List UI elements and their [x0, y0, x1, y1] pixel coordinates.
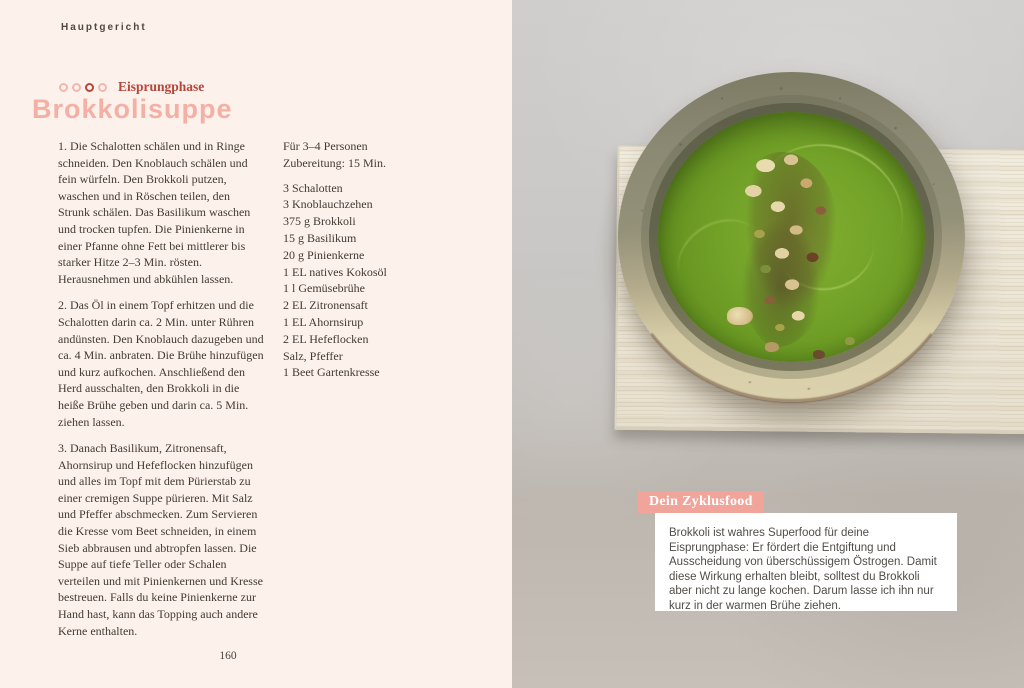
ingredient-item: 20 g Pinienkerne: [283, 247, 365, 262]
recipe-title: Brokkolisuppe: [32, 94, 233, 124]
phase-dot-4: [98, 83, 107, 92]
ingredient-item: 3 Knoblauchzehen: [283, 197, 373, 212]
phase-dot-3-active: [85, 83, 94, 92]
ingredient-item: 1 Beet Gartenkresse: [283, 365, 380, 380]
soup-swirl-highlight: [734, 121, 924, 301]
page-number: 160: [219, 650, 237, 662]
ingredient-item: 2 EL Hefeflocken: [283, 331, 369, 346]
pistachio-piece: [845, 337, 855, 345]
recipe-meta: [283, 138, 433, 172]
phase-label: Eisprungphase: [118, 79, 205, 94]
nut-piece: [813, 350, 825, 359]
pine-nut: [727, 307, 753, 325]
phase-dot-2: [72, 83, 81, 92]
callout-label: Dein Zyklusfood: [638, 491, 764, 513]
soup-bowl: [618, 72, 965, 402]
nut-piece: [765, 342, 779, 352]
step-paragraph-1: 1. Die Schalotten schälen und in Ringe schneiden. Den Knoblauch schälen und fein würfeln. Den Brokkoli putzen, waschen und in Röschen teilen, den Strunk schälen. Das Basilikum waschen und trocken tupfen. Die Pinienkerne in einer Pfanne ohne Fett bei mittlerer bis starker Hitze 2–3 Min. rösten. Herausnehmen und abkühlen lassen.: [58, 139, 251, 286]
ingredient-item: 2 EL Zitronensaft: [283, 298, 368, 313]
step-paragraph-3: 3. Danach Basilikum, Zitronensaft, Ahornsirup und Hefeflocken hinzufügen und alles im Topf mit dem Pürierstab zu einer cremigen Suppe pürieren. Mit Salz und Pfeffer abschmecken. Zum Servieren die Kresse vom Beet schneiden, in einem Sieb abbrausen und abtropfen lassen. Die Suppe auf tiefe Teller oder Schalen verteilen und mit Pinienkernen und Kresse bestreuen. Falls du keine Pinienkerne zur Hand hast, kann das Topping auch andere Kerne enthalten.: [58, 441, 263, 638]
soup-swirl-highlight: [770, 195, 882, 299]
ingredients-panel: [283, 138, 433, 381]
prep-time-label: Zubereitung: 15 Min.: [283, 155, 386, 170]
instructions: [58, 138, 264, 649]
callout-text: Brokkoli ist wahres Superfood für deine Eisprungphase: Er fördert die Entgiftung und Ausscheidung von überschüssigem Östrogen. Damit diese Wirkung erhalten bleibt, solltest du Brokkoli aber nicht zu lange kochen. Darum lasse ich ihn nur kurz in der warmen Brühe ziehen.: [669, 527, 937, 612]
nut-topping: [735, 152, 836, 347]
ingredient-item: 3 Schalotten: [283, 180, 343, 195]
step-paragraph-2: 2. Das Öl in einem Topf erhitzen und die Schalotten darin ca. 2 Min. unter Rühren andünsten. Den Knoblauch dazugeben und ca. 4 Min. anbraten. Die Brühe hinzufügen und kurz aufkochen. Anschließend den Herd ausschalten, den Brokkoli in die heiße Brühe geben und darin ca. 5 Min. ziehen lassen.: [58, 298, 264, 429]
servings-label: Für 3–4 Personen: [283, 139, 368, 153]
ingredient-item: 1 EL Ahornsirup: [283, 314, 364, 329]
phase-indicator: [59, 79, 204, 95]
soup-surface: [658, 112, 925, 362]
soup-swirl-highlight: [664, 204, 778, 311]
ingredient-item: Salz, Pfeffer: [283, 348, 343, 363]
ingredient-item: 1 l Gemüsebrühe: [283, 281, 365, 296]
ingredient-item: 15 g Basilikum: [283, 230, 357, 245]
photo-page: [512, 0, 1024, 688]
ingredients-list: [283, 180, 433, 382]
ingredient-item: 1 EL natives Kokosöl: [283, 264, 387, 279]
phase-dot-1: [59, 83, 68, 92]
callout-card: [655, 513, 957, 611]
category-label: Hauptgericht: [61, 22, 147, 33]
ingredient-item: 375 g Brokkoli: [283, 214, 356, 229]
